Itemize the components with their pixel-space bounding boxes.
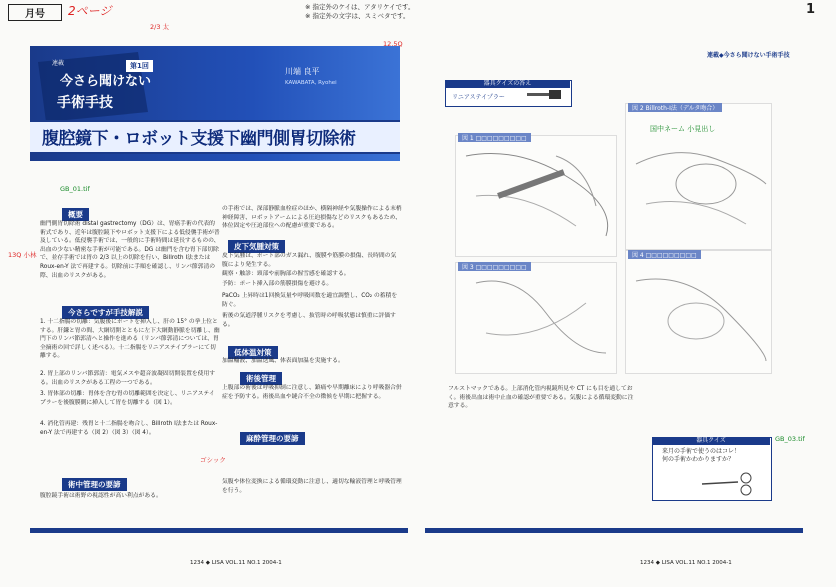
section-postop: 術後管理 (240, 372, 282, 385)
emphysema-b4: PaCO₂ 上昇時は1回換気量や呼吸回数を適宜調整し、CO₂ の蓄積を防ぐ。 (222, 293, 398, 308)
author-affiliation: KAWABATA, Ryohei (285, 80, 337, 86)
step-1: 1. 十二指腸の切離：気腹後にポートを挿入し、肝の 15° の挙上位とする。肝鎌と胃の間、大網切開とともに左下大網動静脈を切離し、幽門下のリンパ節郭清へと操作を進める（リンパ節郭清については、胃全摘術の回で詳しく述べる）。十二指腸をリニアステイプラーにて切離する。 (40, 319, 220, 360)
quiz-question-2: 何の手術かわかりますか？ (662, 456, 735, 463)
stapler-icon (525, 88, 565, 102)
overview-text: 幽門側胃切除術 distal gastrectomy（DG）は、胃癌手術の代表的術式であり、近年は腹腔鏡下やロボット支援下による低侵襲手術が普及している。低侵襲手術では、一般的に手術時間は延長するものの、出血の少ない精密な手術が可能である。DG は幽門を含む胃下部切除で、並存手術では胃の 2/3 以上の切除を行い、Billroth Ⅰ法または Roux-en-Y 法で再建する。切除前に手順を確認し、リンパ節郭清の際、出血のリスクがある。 (40, 221, 220, 279)
emphysema-b1: 皮下気腫は、ポート部のガス漏れ、腹膜や筋膜の損傷、長時間の気腹により発生する。 (222, 253, 397, 268)
series-corner-label: 連載◆今さら聞けない手術手技 (707, 52, 790, 59)
figure-2-caption: 図 2 Billroth-Ⅰ法（デルタ吻合） (628, 103, 722, 112)
section-hypothermia: 低体温対策 (228, 346, 278, 359)
figure-1-caption: 図 1 □□□□□□□□□ (458, 133, 531, 142)
footer-bar-right (425, 528, 803, 533)
step-4: 4. 消化管再建：残胃と十二指腸を吻合し、Billroth Ⅰ法または Roux-en-Y 法で再建する（図 2）（図 3）（図 4）。 (40, 421, 218, 436)
section-anesthesia: 麻酔管理の要諦 (240, 432, 305, 445)
emphysema-b3: 予防：ポート挿入部の筋膜損傷を避ける。 (222, 281, 333, 287)
annotation-1: 13Q 小林 (8, 251, 37, 259)
figure-1-illustration (456, 136, 616, 256)
forceps-icon (700, 472, 760, 496)
footer-right: 1234 ◆ LISA VOL.11 NO.1 2004-1 (640, 560, 732, 566)
quiz-title: 器具クイズ (652, 437, 770, 445)
hypothermia-text: 加温輸液、加温送風、体表面加温を実施する。 (222, 358, 344, 364)
right-body-text: フルストマックである。上部消化管内視鏡所見や CT にも目を通しておく。術後出血は術中止血の確認が重要である。気腹による循環変動に注意する。 (448, 386, 634, 410)
quiz-question-1: 来月の手術で使うのはコレ！ (662, 448, 741, 455)
intraop-text: 腹腔鏡手術は術野の視認性が高い利点がある。 (40, 493, 162, 499)
annotation-4: 12.5Q (383, 40, 403, 48)
page-number: 1 (806, 2, 816, 17)
tool-answer-item: リニアステイプラー (452, 94, 505, 101)
series-top-label: 連載 (52, 60, 65, 67)
anesthesia-text: 気腹や体位変換による循環変動に注意し、適切な輸液管理と呼吸管理を行う。 (222, 479, 402, 494)
figure-3-caption: 図 3 □□□□□□□□□ (458, 262, 531, 271)
emphysema-b2: 観察・触診：頸部や前胸部の握雪感を確認する。 (222, 271, 350, 277)
figure-4 (625, 250, 772, 374)
positioning-text: の手術では、深部静脈血栓症のほか、横隔神経や気腹操作による末梢神経障害、ロボットアームによる圧迫損傷などのリスクもあるため、体位固定や圧迫部位への配慮が重要である。 (222, 206, 402, 230)
footer-left: 1234 ◆ LISA VOL.11 NO.1 2004-1 (190, 560, 282, 566)
section-emphysema: 皮下気腫対策 (228, 240, 285, 253)
figure-4-caption: 図 4 □□□□□□□□□ (628, 250, 701, 259)
section-intraop: 術中管理の要諦 (62, 478, 127, 491)
annotation-2: GB_01.tif (60, 185, 90, 193)
step-3: 3. 胃体部の切離：胃体を含む胃の切離範囲を決定し、リニアステイプラーを後腹膜側に挿入して胃を切離する（図 1）。 (40, 391, 215, 406)
step-2: 2. 胃上部のリンパ節郭清：電気メスや超音波凝固切開装置を使用する。出血のリスクがある工程の一つである。 (40, 371, 216, 386)
annotation-6: ゴシック (200, 456, 226, 464)
article-title: 腹腔鏡下・ロボット支援下幽門側胃切除術 (42, 129, 356, 149)
header-note-1: ※ 指定外のケイは、アタリケイです。 (305, 3, 415, 11)
header-note-2: ※ 指定外の文字は、スミベタです。 (305, 12, 410, 20)
series-line-1: 今さら聞けない (60, 74, 152, 89)
section-overview: 概要 (62, 208, 89, 221)
page-handwritten: 2ページ (68, 4, 112, 18)
annotation-3: 2/3 太 (150, 23, 170, 31)
figure-3-illustration (456, 263, 616, 373)
postop-text: 上腹部の術後は呼吸抑制に注意し、鎮痛や早期離床により呼吸器合併症を予防する。術後出血や縫合不全の徴候を早期に把握する。 (222, 385, 402, 400)
figure-1 (455, 135, 617, 257)
episode-badge: 第1回 (126, 60, 153, 72)
tool-answer-title: 器具クイズの答え (445, 80, 570, 88)
footer-bar-left (30, 528, 408, 533)
annotation-5: GB_03.tif (775, 435, 805, 443)
figure-4-illustration (626, 251, 771, 373)
series-line-2: 手術手技 (57, 95, 113, 111)
emphysema-b5: 術後の気道浮腫リスクを考慮し、抜管時の呼吸状態は慎重に評価する。 (222, 313, 396, 328)
section-technique: 今さらですが手技解説 (62, 306, 149, 319)
month-label-box: 月号 (8, 4, 62, 21)
figure-3 (455, 262, 617, 374)
figure-2-sketch-note: 国中ネーム 小見出し (650, 125, 716, 133)
header-notes (305, 3, 415, 21)
quiz-question (662, 448, 740, 464)
author-name: 川端 良平 (285, 67, 320, 76)
